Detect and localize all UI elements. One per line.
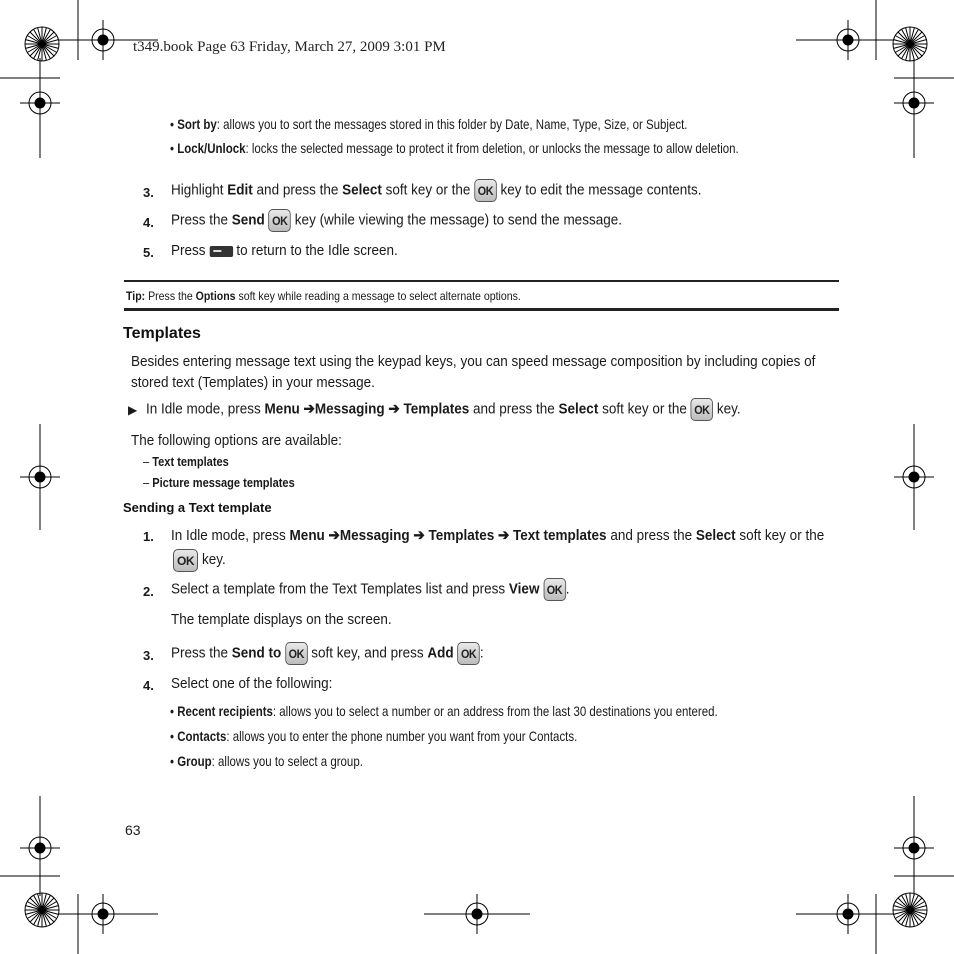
instr-text: and press the xyxy=(469,400,559,418)
step-number: 5. xyxy=(143,245,154,260)
tip-part: Press the xyxy=(145,289,196,303)
step-text: key to edit the message contents. xyxy=(500,181,702,199)
step-bold: Send xyxy=(231,211,265,229)
step-text: Press xyxy=(171,242,210,259)
bullet-term: Group xyxy=(177,753,212,769)
page-number: 63 xyxy=(125,822,141,838)
step-text: key (while viewing the message) to send the message. xyxy=(294,211,622,229)
bullet-lock-unlock: • Lock/Unlock: locks the selected message to protect it from deletion, or unlocks the message to allow deletion. xyxy=(170,140,739,156)
instr-text: In Idle mode, press xyxy=(146,400,265,418)
bullet-sort-by: • Sort by: allows you to sort the messages stored in this folder by Date, Name, Type, Size, or Subject. xyxy=(170,116,688,132)
step-bold: Send to xyxy=(231,644,282,662)
instr-bold: Menu ➔Messaging ➔ Templates xyxy=(264,400,470,418)
dash: – xyxy=(143,475,150,490)
ok-key-icon: OK xyxy=(269,209,292,232)
step-number: 4. xyxy=(143,215,154,230)
option-text-templates xyxy=(143,454,244,469)
step-3-edit xyxy=(171,179,761,202)
templates-instruction xyxy=(146,398,807,421)
templates-para-line1: Besides entering message text using the keypad keys, you can speed message composition by including copies of xyxy=(131,353,816,370)
tip-bold: Options xyxy=(195,289,236,303)
tip-text xyxy=(126,289,575,303)
step-text: Select a template from the Text Templates list and press xyxy=(171,580,509,598)
step-number: 1. xyxy=(143,529,154,544)
step-number: 3. xyxy=(143,648,154,663)
options-intro: The following options are available: xyxy=(131,432,342,449)
step-bold: Edit xyxy=(227,181,253,199)
instr-text: key. xyxy=(716,400,741,418)
bullet-term: Recent recipients xyxy=(177,703,273,719)
step-number: 3. xyxy=(143,185,154,200)
step-text: soft key or the xyxy=(735,527,825,544)
option-label: Picture message templates xyxy=(152,475,295,490)
ok-key-icon: OK xyxy=(691,398,714,421)
step-bold: Menu ➔Messaging ➔ Templates ➔ Text templates xyxy=(289,527,607,544)
instr-text: soft key or the xyxy=(598,400,691,418)
step-text: Press the xyxy=(171,644,232,662)
step-text: and press the xyxy=(252,181,343,199)
ok-key-icon: OK xyxy=(474,179,497,202)
templates-para-line2: stored text (Templates) in your message. xyxy=(131,374,375,391)
step-number: 4. xyxy=(143,678,154,693)
bullet-text: : allows you to select a number or an address from the last 30 destinations you entered. xyxy=(272,703,718,719)
step-text: soft key, and press xyxy=(311,644,428,662)
step-4-send xyxy=(171,209,672,232)
tip-label: Tip: xyxy=(126,289,146,303)
step-text: . xyxy=(565,580,570,598)
step-bold: Add xyxy=(427,644,454,662)
bullet-term: Sort by xyxy=(177,116,217,132)
sending-step-1-cont xyxy=(173,549,229,572)
ok-key-icon: OK xyxy=(173,549,198,572)
tip-part: soft key while reading a message to select alternate options. xyxy=(235,289,521,303)
sending-step-3 xyxy=(171,642,518,665)
step-bold: Select xyxy=(695,527,736,544)
play-arrow-icon: ▶ xyxy=(128,403,138,417)
bullet-text: : allows you to enter the phone number you want from your Contacts. xyxy=(226,728,578,744)
sending-step-1 xyxy=(171,526,897,544)
bullet-term: Contacts xyxy=(177,728,227,744)
bullet-contacts: • Contacts: allows you to enter the phone number you want from your Contacts. xyxy=(170,728,578,744)
sending-step-2 xyxy=(171,578,614,601)
book-header: t349.book Page 63 Friday, March 27, 2009 3:01 PM xyxy=(133,39,446,55)
bullet-text: : allows you to sort the messages stored in this folder by Date, Name, Type, Size, or Subject. xyxy=(216,116,688,132)
instr-bold: Select xyxy=(558,400,599,418)
option-picture-templates xyxy=(143,475,322,490)
step-text: : xyxy=(479,644,484,662)
step-text: soft key or the xyxy=(381,181,475,199)
step-bold: View xyxy=(508,580,540,598)
subheading-sending: Sending a Text template xyxy=(123,500,272,515)
sending-step-2-note: The template displays on the screen. xyxy=(171,611,392,628)
bullet-term: Lock/Unlock xyxy=(177,140,246,156)
ok-key-icon: OK xyxy=(285,642,308,665)
step-text: Press the xyxy=(171,211,232,229)
bullet-group: • Group: allows you to select a group. xyxy=(170,753,363,769)
dash: – xyxy=(143,454,150,469)
sending-step-4: Select one of the following: xyxy=(171,675,333,692)
step-text: to return to the Idle screen. xyxy=(236,242,398,259)
bullet-text: : locks the selected message to protect it from deletion, or unlocks the message to allow deletion. xyxy=(245,140,739,156)
step-5-end xyxy=(171,242,423,259)
step-text: and press the xyxy=(606,527,696,544)
step-number: 2. xyxy=(143,584,154,599)
ok-key-icon: OK xyxy=(457,642,480,665)
option-label: Text templates xyxy=(152,454,229,469)
bullet-recent-recipients: • Recent recipients: allows you to select a number or an address from the last 30 destinations you entered. xyxy=(170,703,718,719)
step-text: Highlight xyxy=(171,181,228,199)
ok-key-icon: OK xyxy=(543,578,566,601)
step-bold: Select xyxy=(342,181,382,199)
step-text: key. xyxy=(202,551,226,569)
end-key-icon xyxy=(209,246,232,257)
step-text: In Idle mode, press xyxy=(171,527,290,544)
bullet-text: : allows you to select a group. xyxy=(211,753,363,769)
section-heading-templates: Templates xyxy=(123,325,201,342)
